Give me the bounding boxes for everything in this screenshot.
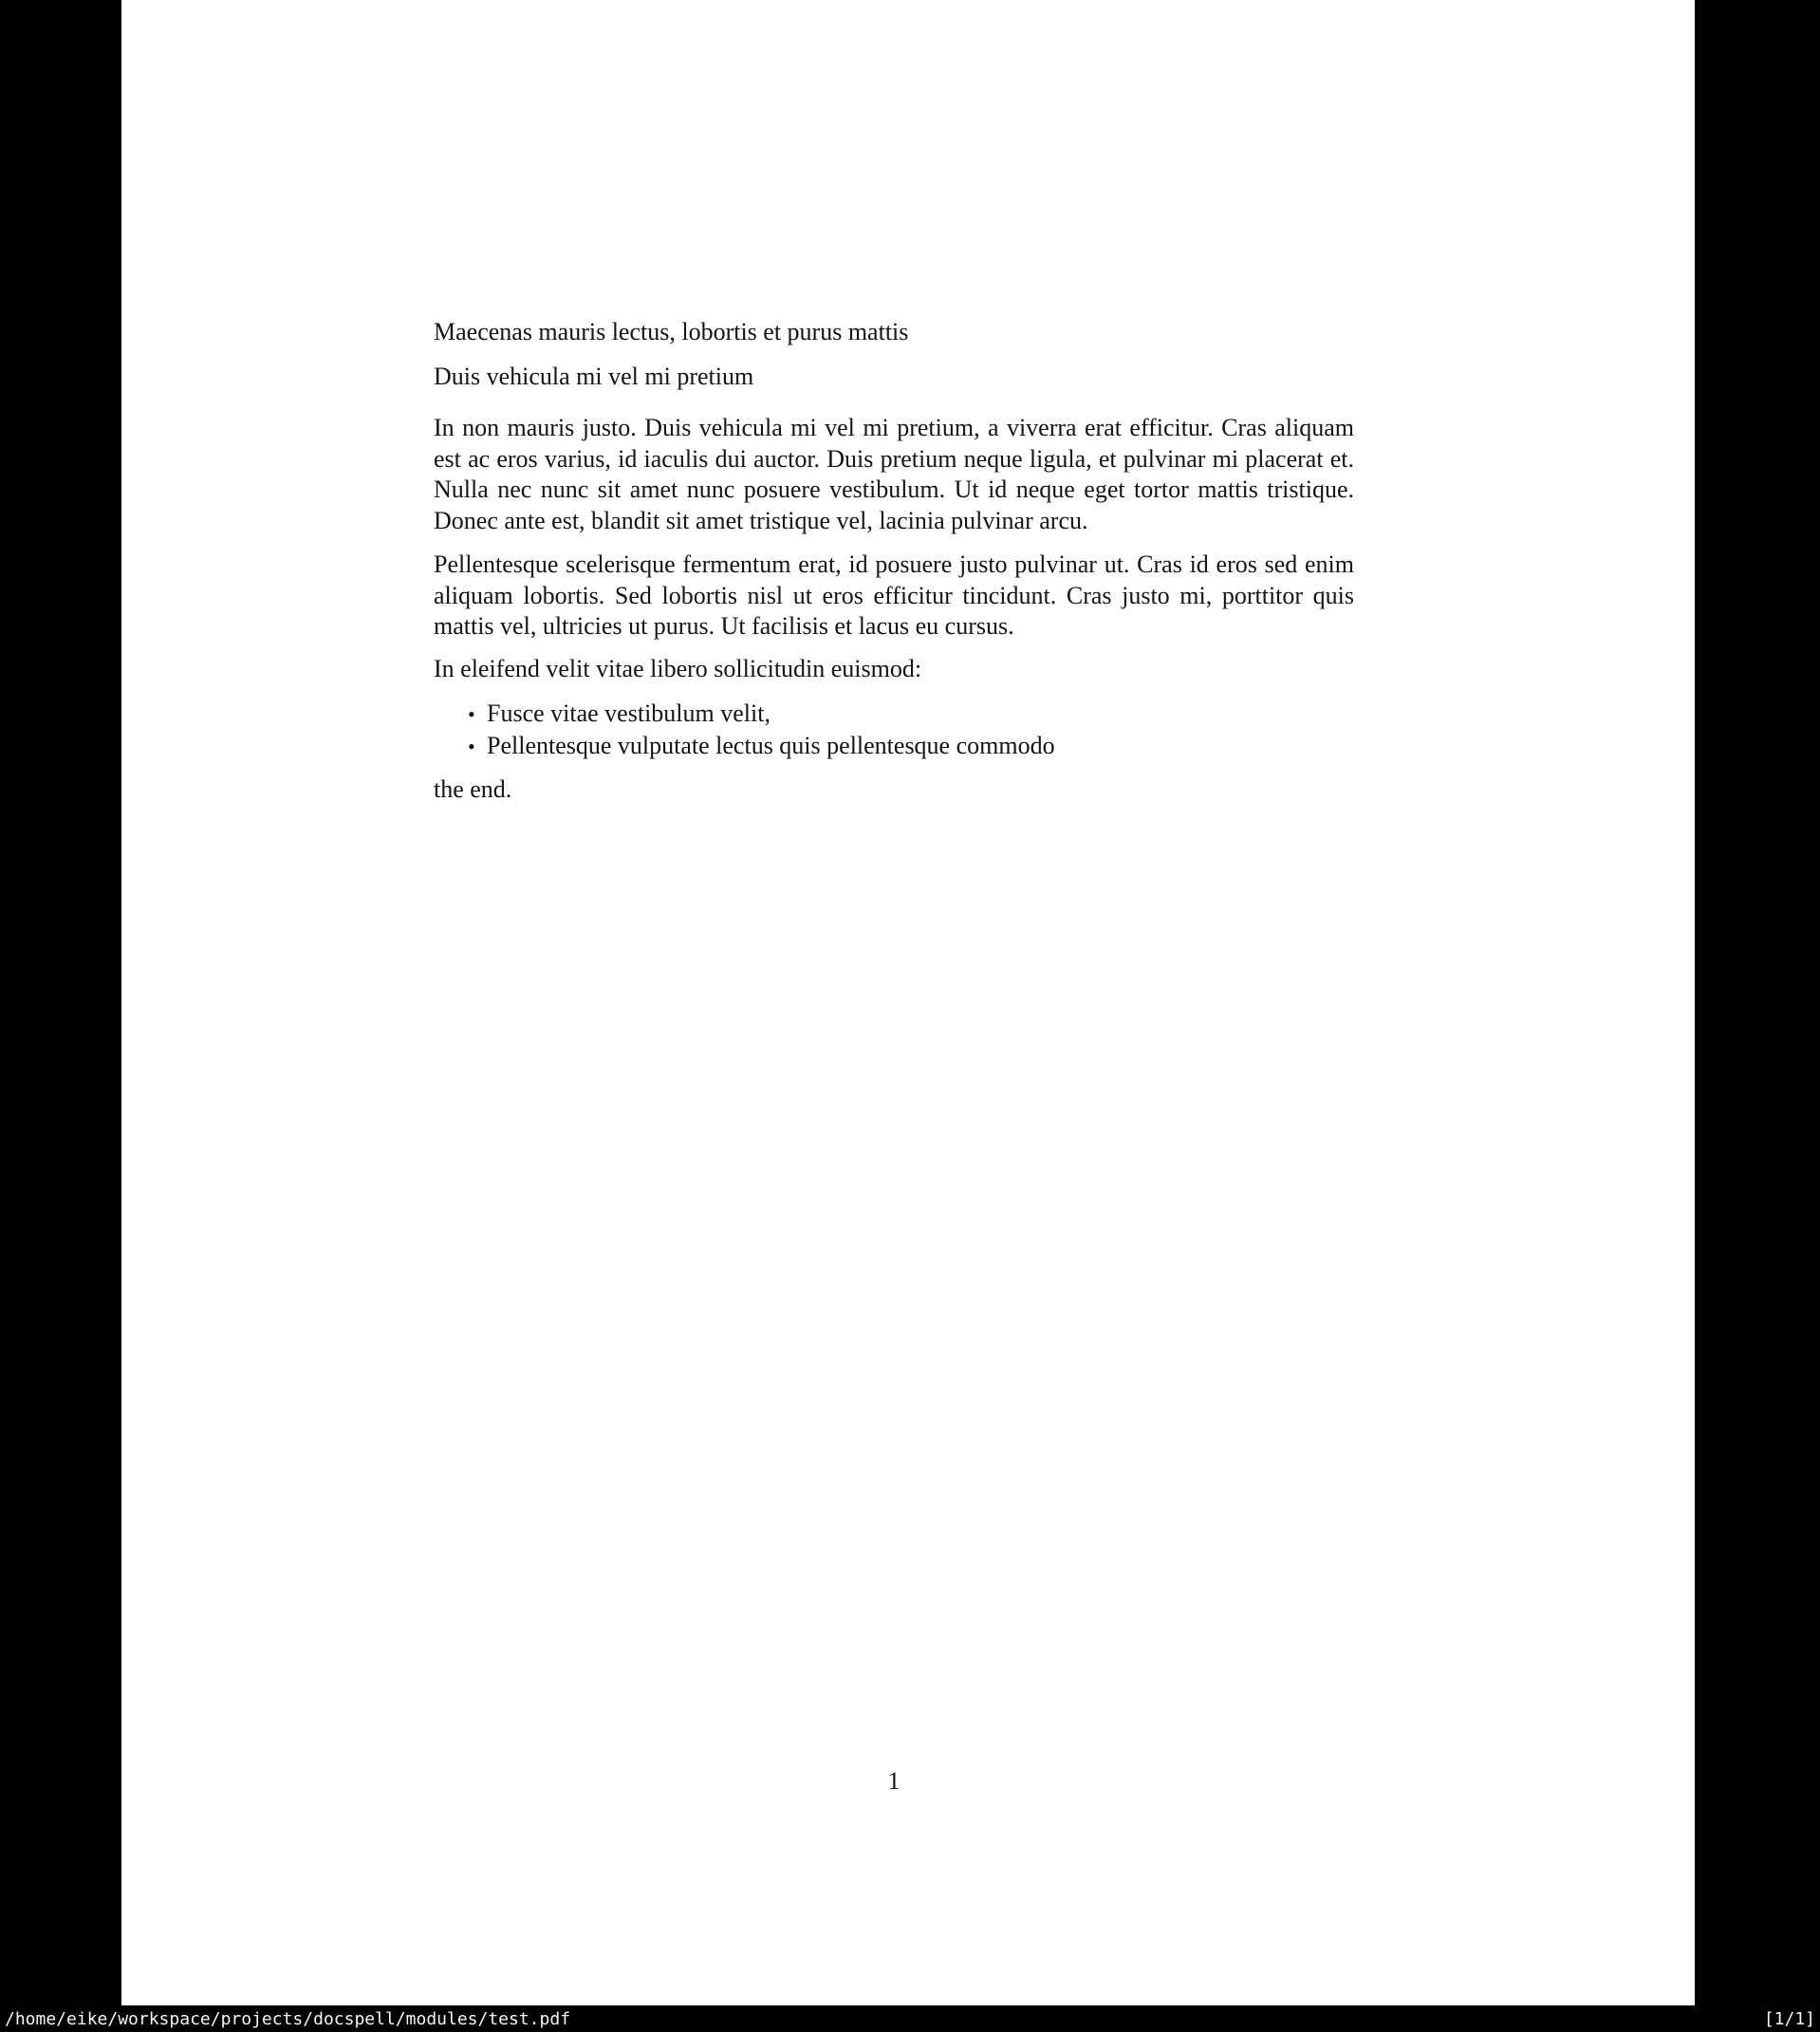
paragraph-in-eleifend: In eleifend velit vitae libero sollicitudin euismod: xyxy=(434,654,922,682)
paragraph-pellentesque: Pellentesque scelerisque fermentum erat, id posuere justo pulvinar ut. Cras id eros sed enim aliquam lobortis. Sed lobortis nisl ut eros efficitur tincidunt. Cras justo mi, porttitor quis mattis vel, ultricies ut purus. Ut facilisis et lacus eu cursus. xyxy=(434,550,1354,640)
list-item-text: Fusce vitae vestibulum velit, xyxy=(487,699,771,727)
document-text-block xyxy=(434,317,1354,806)
bullet-list xyxy=(434,699,1354,762)
statusbar-file-path: /home/eike/workspace/projects/docspell/modules/test.pdf xyxy=(5,2008,571,2029)
paragraph-the-end: the end. xyxy=(434,775,512,803)
bullet-icon: • xyxy=(468,702,475,726)
paragraph-duis: Duis vehicula mi vel mi pretium xyxy=(434,362,754,390)
statusbar-page-indicator: [1/1] xyxy=(1763,2008,1815,2029)
bullet-icon: • xyxy=(468,734,475,758)
page-number: 1 xyxy=(887,1767,901,1795)
list-item xyxy=(434,699,1354,731)
pdf-page xyxy=(121,0,1695,2005)
list-item-text: Pellentesque vulputate lectus quis pellentesque commodo xyxy=(487,731,1055,759)
statusbar xyxy=(0,2005,1820,2032)
paragraph-maecenas: Maecenas mauris lectus, lobortis et purus mattis xyxy=(434,318,909,345)
list-item xyxy=(434,731,1354,763)
paragraph-in-non-mauris: In non mauris justo. Duis vehicula mi vel mi pretium, a viverra erat efficitur. Cras aliquam est ac eros varius, id iaculis dui auctor. Duis pretium neque ligula, et pulvinar mi placerat et. Nulla nec nunc sit amet nunc posuere vestibulum. Ut id neque eget tortor mattis tristique. Donec ante est, blandit sit amet tristique vel, lacinia pulvinar arcu. xyxy=(434,414,1354,534)
